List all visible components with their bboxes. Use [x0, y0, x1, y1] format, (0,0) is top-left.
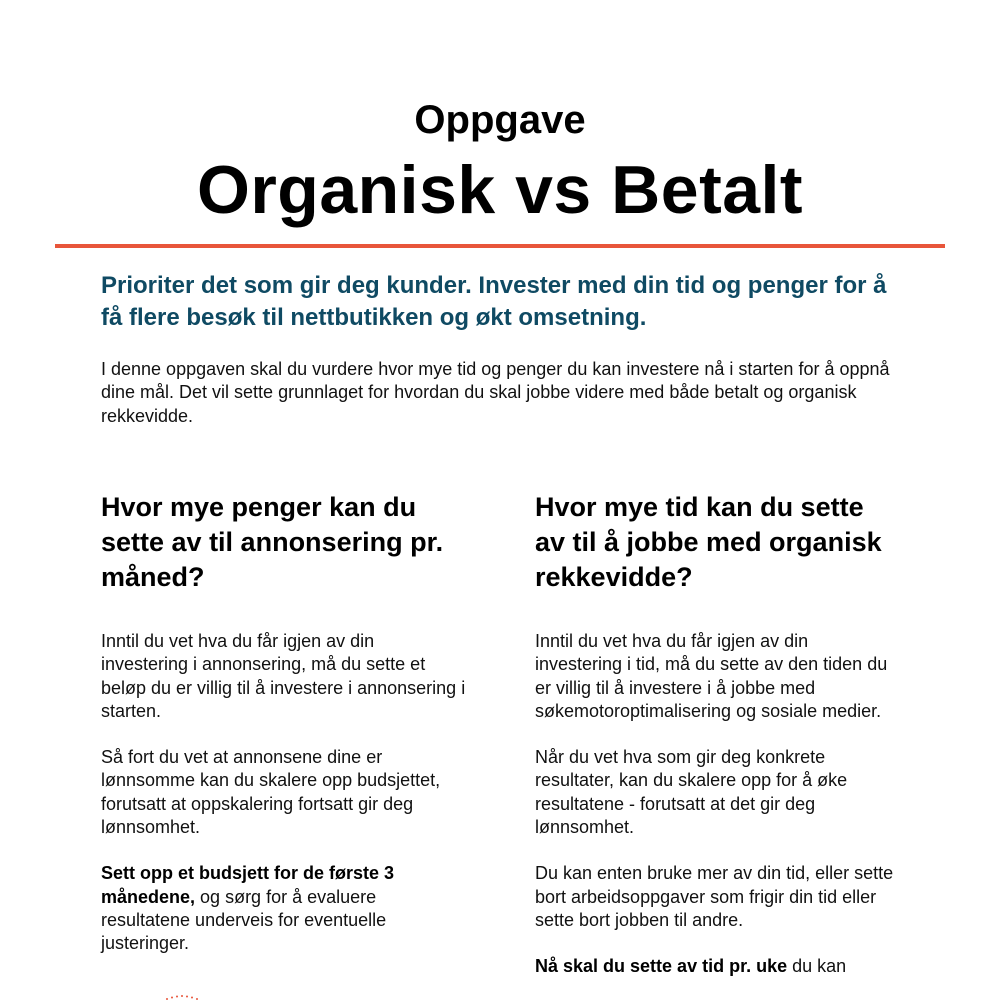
left-paragraph-3-rest: og sørg for å evaluere resultatene underveis for eventuelle justeringer. — [101, 886, 387, 954]
right-paragraph-3: Du kan enten bruke mer av din tid, eller sette bort arbeidsoppgaver som frigir din tid eller sette bort jobben til andre. — [535, 863, 894, 930]
page-title: Organisk vs Betalt — [196, 152, 804, 228]
right-paragraph-4-rest: du kan — [787, 956, 847, 977]
intro-paragraph: I denne oppgaven skal du vurdere hvor mye tid og penger du kan investere nå i starten for å oppnå dine mål. Det vil sette grunnlaget for hvordan du skal jobbe videre med både betalt og organisk rekkevidde. — [101, 359, 890, 426]
right-paragraph-1: Inntil du vet hva du får igjen av din investering i tid, må du sette av den tiden du er villig til å investere i å jobbe med søkemotoroptimalisering og sosiale medier. — [535, 631, 888, 721]
right-paragraph-4 — [535, 955, 900, 978]
title-divider — [55, 244, 945, 248]
left-paragraph-3 — [101, 862, 466, 955]
left-paragraph-1: Inntil du vet hva du får igjen av din investering i annonsering, må du sette et beløp du er villig til å investere i annonsering i starten. — [101, 631, 466, 721]
left-paragraph-2: Så fort du vet at annonsene dine er lønnsomme kan du skalere opp budsjettet, forutsatt at oppskalering fortsatt gir deg lønnsomhet. — [101, 747, 441, 838]
lead-paragraph: Prioriter det som gir deg kunder. Invester med din tid og penger for å få flere besøk til nettbutikken og økt omsetning. — [101, 272, 887, 331]
right-column — [535, 490, 900, 1000]
left-column-heading: Hvor mye penger kan du sette av til annonsering pr. måned? — [101, 492, 444, 592]
page-kicker: Oppgave — [414, 98, 586, 142]
right-column-heading: Hvor mye tid kan du sette av til å jobbe med organisk rekkevidde? — [535, 492, 882, 592]
left-column — [101, 490, 466, 979]
right-paragraph-4-bold: Nå skal du sette av tid pr. uke — [535, 956, 788, 977]
right-paragraph-2: Når du vet hva som gir deg konkrete resultater, kan du skalere opp for å øke resultatene - forutsatt at det gir deg lønnsomhet. — [535, 747, 848, 838]
decorative-dotted-arc-icon — [163, 993, 203, 1000]
left-paragraph-3-bold: Sett opp et budsjett for de første 3 månedene, — [101, 863, 395, 907]
